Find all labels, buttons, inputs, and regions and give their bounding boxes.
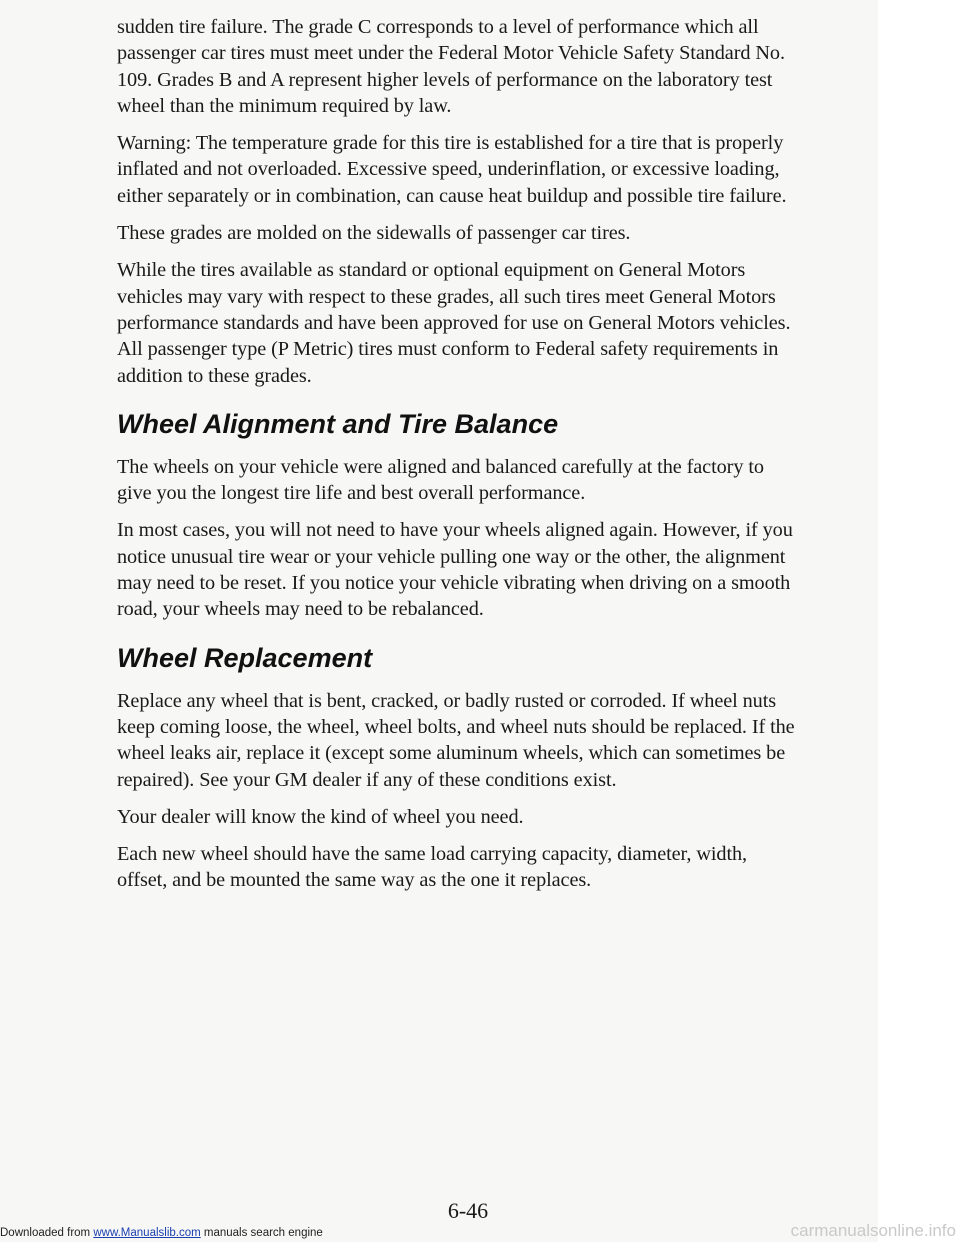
paragraph-new-wheel: Each new wheel should have the same load carrying capacity, diameter, width, offset, and be mounted the same way as the one it replaces. (117, 843, 748, 892)
footer-prefix: Downloaded from (0, 1227, 94, 1239)
paragraph-warning: Warning: The temperature grade for this tire is established for a tire that is properly inflated and not overloaded. Excessive speed, underinflation, or excessive loading, either separately or in combination, can cause heat buildup and possible tire failure. (117, 132, 787, 207)
page-right-margin (878, 0, 960, 1242)
paragraph-grades-molded: These grades are molded on the sidewalls of passenger car tires. (117, 222, 631, 245)
heading-wheel-alignment: Wheel Alignment and Tire Balance (117, 408, 559, 439)
download-footer (0, 1227, 323, 1239)
heading-wheel-replacement: Wheel Replacement (117, 642, 373, 673)
page-content (117, 14, 797, 905)
paragraph-alignment-reset: In most cases, you will not need to have your wheels aligned again. However, if you notice unusual tire wear or your vehicle pulling one way or the other, the alignment may need to be reset. If you notice your vehicle vibrating when driving on a smooth road, your wheels may need to be rebalanced. (117, 519, 793, 621)
paragraph-alignment-factory: The wheels on your vehicle were aligned and balanced carefully at the factory to give you the longest tire life and best overall performance. (117, 455, 764, 505)
footer-suffix: manuals search engine (200, 1227, 323, 1239)
page-number: 6-46 (447, 1198, 489, 1223)
paragraph-dealer: Your dealer will know the kind of wheel you need. (117, 805, 524, 828)
manualslib-link[interactable]: www.Manualslib.com (93, 1227, 201, 1239)
paragraph-gm-tires: While the tires available as standard or optional equipment on General Motors vehicles may vary with respect to these grades, all such tires meet General Motors performance standards and have been approved for use on General Motors vehicles. All passenger type (P Metric) tires must conform to Federal safety requirements in addition to these grades. (117, 259, 791, 387)
paragraph-replace-wheel: Replace any wheel that is bent, cracked, or badly rusted or corroded. If wheel nuts keep coming loose, the wheel, wheel bolts, and wheel nuts should be replaced. If the wheel leaks air, replace it (except some aluminum wheels, which can sometimes be repaired). See your GM dealer if any of these conditions exist. (117, 689, 795, 791)
watermark-text: carmanualsonline.info (790, 1221, 956, 1240)
paragraph-grade-c: sudden tire failure. The grade C corresponds to a level of performance which all passenger car tires must meet under the Federal Motor Vehicle Safety Standard No. 109. Grades B and A represent higher levels of performance on the laboratory test wheel than the minimum required by law. (117, 16, 785, 117)
